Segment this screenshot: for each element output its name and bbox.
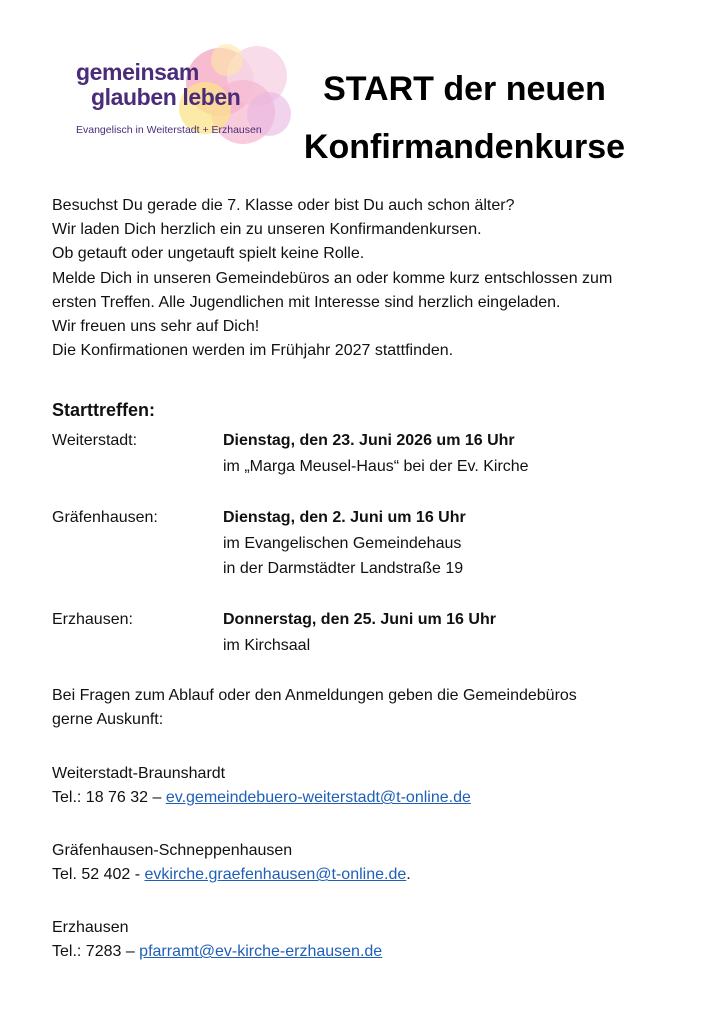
meeting-details [223, 428, 529, 479]
contact-phone: Tel.: 18 76 32 – [52, 789, 166, 807]
meeting-date: Donnerstag, den 25. Juni um 16 Uhr [223, 611, 496, 628]
contact-email-link[interactable]: pfarramt@ev-kirche-erzhausen.de [139, 943, 383, 961]
questions-paragraph [52, 684, 692, 732]
meeting-label: Erzhausen: [52, 611, 133, 628]
intro-line: Besuchst Du gerade die 7. Klasse oder bist Du auch schon älter? [52, 197, 515, 214]
logo-line2: glauben leben [91, 84, 241, 110]
contact-phone-line [52, 863, 692, 887]
meeting-place: im Kirchsaal [223, 636, 311, 654]
intro-line: Die Konfirmationen werden im Frühjahr 2027 stattfinden. [52, 342, 454, 360]
contact-phone-line [52, 786, 692, 810]
meeting-place: im Evangelischen Gemeindehaus [223, 534, 462, 552]
contact-name: Weiterstadt-Braunshardt [52, 765, 226, 782]
contact-email-link[interactable]: ev.gemeindebuero-weiterstadt@t-online.de [165, 789, 471, 807]
contact-suffix: . [406, 866, 411, 884]
meeting-label: Gräfenhausen: [52, 509, 158, 526]
title-line1: START der neuen [323, 70, 606, 108]
meeting-date: Dienstag, den 23. Juni 2026 um 16 Uhr [223, 432, 515, 449]
meeting-details [223, 505, 466, 582]
intro-paragraph [52, 194, 692, 363]
contact-name: Erzhausen [52, 919, 129, 936]
questions-line: gerne Auskunft: [52, 711, 164, 729]
contact-email-link[interactable]: evkirche.graefenhausen@t-online.de [144, 866, 407, 884]
meeting-place: im „Marga Meusel-Haus“ bei der Ev. Kirche [223, 457, 529, 475]
intro-line: Ob getauft oder ungetauft spielt keine Rolle. [52, 245, 365, 263]
meetings-heading: Starttreffen: [52, 400, 156, 420]
page-title [292, 60, 637, 176]
contact-graefenhausen [52, 839, 692, 887]
questions-line: Bei Fragen zum Ablauf oder den Anmeldungen geben die Gemeindebüros [52, 687, 577, 704]
logo [60, 38, 270, 148]
contact-weiterstadt [52, 762, 692, 810]
contact-name: Gräfenhausen-Schneppenhausen [52, 842, 293, 859]
logo-line1: gemeinsam [76, 59, 199, 85]
meeting-place: in der Darmstädter Landstraße 19 [223, 560, 464, 577]
contact-phone-line [52, 940, 692, 964]
contact-erzhausen [52, 916, 692, 964]
contact-phone: Tel.: 7283 – [52, 943, 140, 961]
meeting-details [223, 607, 496, 658]
contact-phone: Tel. 52 402 - [52, 866, 145, 884]
intro-line: Melde Dich in unseren Gemeindebüros an oder komme kurz entschlossen zum [52, 269, 613, 287]
meeting-label: Weiterstadt: [52, 432, 138, 449]
intro-line: Wir laden Dich herzlich ein zu unseren Konfirmandenkursen. [52, 221, 482, 239]
title-line2: Konfirmandenkurse [303, 128, 626, 166]
intro-line: Wir freuen uns sehr auf Dich! [52, 318, 260, 336]
intro-line: ersten Treffen. Alle Jugendlichen mit Interesse sind herzlich eingeladen. [52, 293, 561, 311]
meeting-date: Dienstag, den 2. Juni um 16 Uhr [223, 509, 466, 526]
logo-subtitle: Evangelisch in Weiterstadt + Erzhausen [76, 124, 262, 136]
